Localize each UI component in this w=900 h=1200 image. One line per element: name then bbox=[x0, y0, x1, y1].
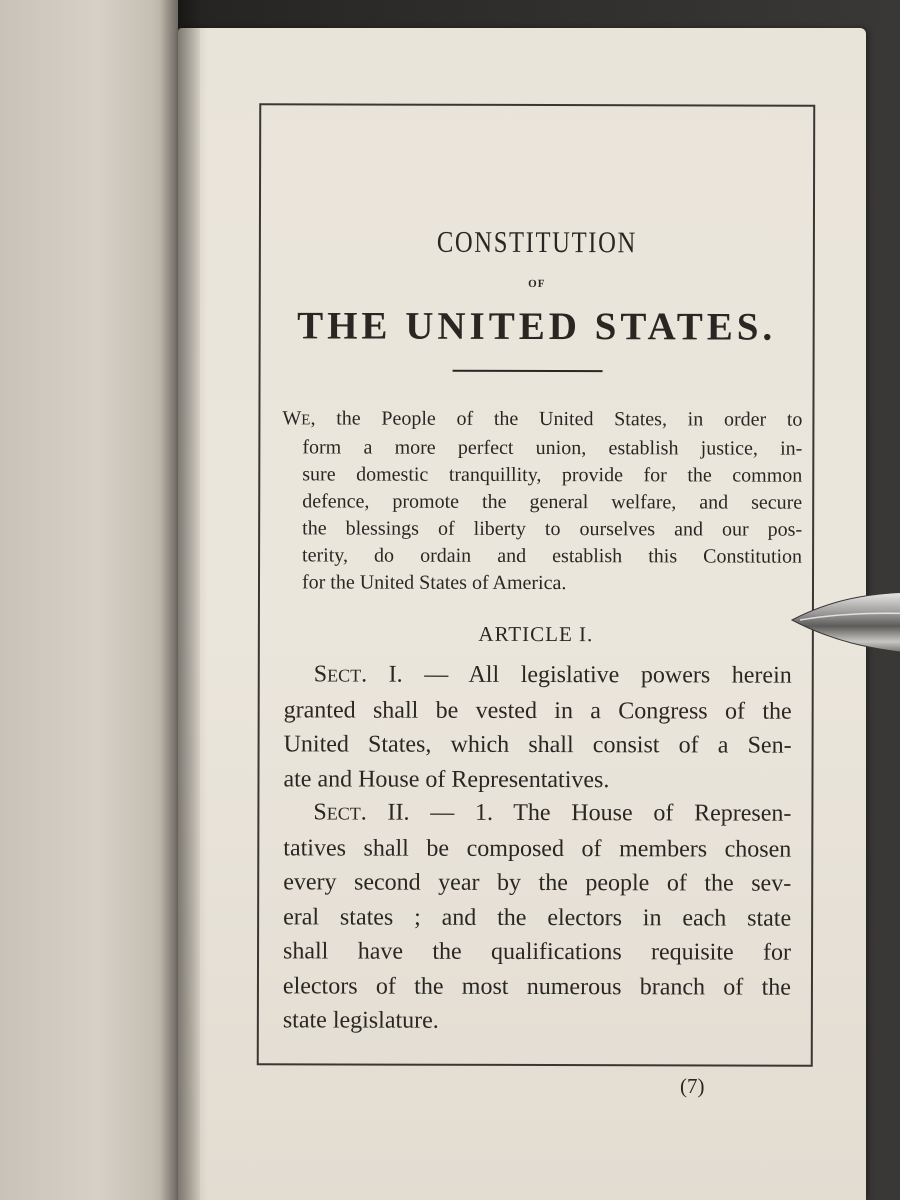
section-line: United States, which shall consist of a Sen- bbox=[283, 731, 792, 759]
heading-constitution: CONSTITUTION bbox=[436, 225, 637, 260]
preamble-line: form a more perfect union, establish justice, in- bbox=[302, 436, 803, 460]
facing-blank-page bbox=[0, 0, 178, 1200]
preamble-line: defence, promote the general welfare, and secure bbox=[302, 490, 803, 514]
gutter-shadow bbox=[160, 0, 200, 1200]
preamble-line: for the United States of America. bbox=[301, 571, 567, 595]
section-line: electors of the most numerous branch of the bbox=[282, 972, 791, 1001]
heading-united-states: THE UNITED STATES. bbox=[297, 304, 777, 349]
heading-of: OF bbox=[528, 277, 546, 291]
printed-page bbox=[178, 28, 866, 1200]
section-line: shall have the qualifications requisite for bbox=[283, 938, 792, 966]
section-line: tatives shall be composed of members chosen bbox=[283, 834, 792, 863]
preamble-line: sure domestic tranquillity, provide for the common bbox=[302, 463, 803, 487]
article-heading: ARTICLE I. bbox=[478, 621, 594, 647]
page-border-frame bbox=[257, 103, 816, 1066]
section-line: SECT. II. — 1. The House of Represen- bbox=[313, 799, 792, 827]
section-line: every second year by the people of the sev- bbox=[283, 869, 792, 897]
section-line: state legislature. bbox=[282, 1007, 439, 1034]
section-line: eral states ; and the electors in each state bbox=[283, 903, 792, 932]
title-rule bbox=[453, 370, 603, 372]
preamble-line: WE, the People of the United States, in order to bbox=[282, 407, 803, 431]
section-2 bbox=[283, 795, 792, 1039]
section-line: ate and House of Representatives. bbox=[283, 765, 610, 793]
section-1 bbox=[283, 657, 791, 797]
preamble-line: terity, do ordain and establish this Constitution bbox=[302, 544, 803, 568]
metal-pointer-icon bbox=[790, 588, 900, 658]
preamble bbox=[282, 405, 802, 597]
page-content bbox=[259, 105, 814, 1064]
preamble-line: the blessings of liberty to ourselves and our pos- bbox=[302, 517, 803, 541]
page-number: (7) bbox=[680, 1074, 705, 1098]
section-line: SECT. I. — All legislative powers herein bbox=[313, 661, 792, 689]
section-line: granted shall be vested in a Congress of the bbox=[283, 696, 792, 725]
